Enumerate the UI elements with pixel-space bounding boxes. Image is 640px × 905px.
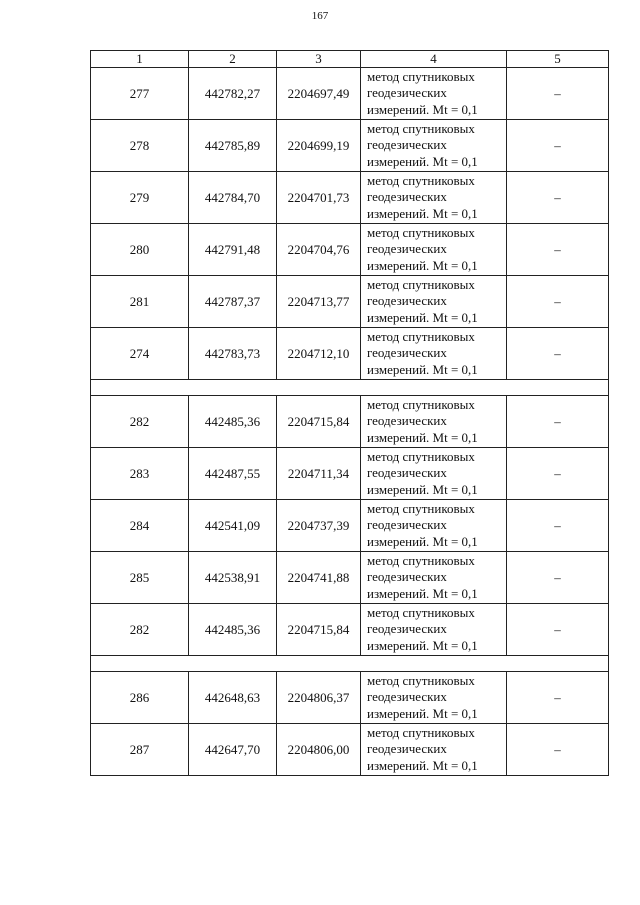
method-line: метод спутниковых	[367, 396, 475, 412]
x-coordinate-cell: 442783,73	[189, 328, 277, 380]
method-line: измерений. Mt = 0,1	[367, 637, 478, 653]
y-coordinate-cell: 2204806,37	[277, 672, 361, 724]
header-col-5: 5	[507, 51, 609, 68]
method-line: измерений. Mt = 0,1	[367, 153, 478, 169]
method-cell	[361, 724, 507, 776]
y-coordinate-cell: 2204715,84	[277, 604, 361, 656]
table-row	[91, 276, 609, 328]
table-row	[91, 724, 609, 776]
method-cell	[361, 448, 507, 500]
method-line: геодезических	[367, 689, 447, 705]
method-line: геодезических	[367, 517, 447, 533]
method-line: измерений. Mt = 0,1	[367, 705, 478, 721]
method-cell	[361, 604, 507, 656]
method-line: измерений. Mt = 0,1	[367, 257, 478, 273]
method-cell	[361, 172, 507, 224]
method-line: метод спутниковых	[367, 724, 475, 740]
method-line: измерений. Mt = 0,1	[367, 205, 478, 221]
x-coordinate-cell: 442487,55	[189, 448, 277, 500]
note-cell: –	[507, 552, 609, 604]
method-cell	[361, 68, 507, 120]
group-separator-cell	[91, 380, 609, 396]
method-line: измерений. Mt = 0,1	[367, 101, 478, 117]
table-row	[91, 396, 609, 448]
point-number-cell: 274	[91, 328, 189, 380]
note-cell: –	[507, 500, 609, 552]
method-line: геодезических	[367, 569, 447, 585]
method-line: измерений. Mt = 0,1	[367, 361, 478, 377]
point-number-cell: 283	[91, 448, 189, 500]
note-cell: –	[507, 120, 609, 172]
x-coordinate-cell: 442538,91	[189, 552, 277, 604]
table-row	[91, 172, 609, 224]
group-separator-row	[91, 380, 609, 396]
x-coordinate-cell: 442485,36	[189, 604, 277, 656]
table-row	[91, 224, 609, 276]
table-row	[91, 604, 609, 656]
method-line: измерений. Mt = 0,1	[367, 481, 478, 497]
point-number-cell: 282	[91, 396, 189, 448]
y-coordinate-cell: 2204711,34	[277, 448, 361, 500]
y-coordinate-cell: 2204737,39	[277, 500, 361, 552]
method-line: метод спутниковых	[367, 500, 475, 516]
method-line: измерений. Mt = 0,1	[367, 757, 478, 773]
method-line: геодезических	[367, 293, 447, 309]
coordinates-table	[90, 50, 609, 776]
method-line: измерений. Mt = 0,1	[367, 429, 478, 445]
method-line: метод спутниковых	[367, 172, 475, 188]
y-coordinate-cell: 2204697,49	[277, 68, 361, 120]
point-number-cell: 287	[91, 724, 189, 776]
x-coordinate-cell: 442791,48	[189, 224, 277, 276]
note-cell: –	[507, 276, 609, 328]
method-line: геодезических	[367, 413, 447, 429]
note-cell: –	[507, 604, 609, 656]
x-coordinate-cell: 442648,63	[189, 672, 277, 724]
method-cell	[361, 328, 507, 380]
y-coordinate-cell: 2204713,77	[277, 276, 361, 328]
y-coordinate-cell: 2204701,73	[277, 172, 361, 224]
method-line: геодезических	[367, 189, 447, 205]
header-col-3: 3	[277, 51, 361, 68]
method-line: метод спутниковых	[367, 120, 475, 136]
x-coordinate-cell: 442647,70	[189, 724, 277, 776]
method-line: измерений. Mt = 0,1	[367, 309, 478, 325]
x-coordinate-cell: 442782,27	[189, 68, 277, 120]
method-line: измерений. Mt = 0,1	[367, 585, 478, 601]
method-line: метод спутниковых	[367, 276, 475, 292]
method-line: геодезических	[367, 621, 447, 637]
header-col-4: 4	[361, 51, 507, 68]
table-row	[91, 120, 609, 172]
method-line: метод спутниковых	[367, 552, 475, 568]
x-coordinate-cell: 442785,89	[189, 120, 277, 172]
point-number-cell: 286	[91, 672, 189, 724]
method-cell	[361, 552, 507, 604]
table-row	[91, 448, 609, 500]
method-line: геодезических	[367, 465, 447, 481]
method-line: метод спутниковых	[367, 672, 475, 688]
table-row	[91, 68, 609, 120]
method-cell	[361, 672, 507, 724]
note-cell: –	[507, 672, 609, 724]
table-row	[91, 672, 609, 724]
method-line: метод спутниковых	[367, 328, 475, 344]
point-number-cell: 282	[91, 604, 189, 656]
header-col-1: 1	[91, 51, 189, 68]
method-line: метод спутниковых	[367, 604, 475, 620]
page-number: 167	[311, 10, 329, 22]
y-coordinate-cell: 2204704,76	[277, 224, 361, 276]
table-body	[91, 68, 609, 776]
y-coordinate-cell: 2204715,84	[277, 396, 361, 448]
note-cell: –	[507, 224, 609, 276]
point-number-cell: 285	[91, 552, 189, 604]
method-line: геодезических	[367, 241, 447, 257]
point-number-cell: 281	[91, 276, 189, 328]
note-cell: –	[507, 448, 609, 500]
table-row	[91, 328, 609, 380]
x-coordinate-cell: 442784,70	[189, 172, 277, 224]
point-number-cell: 279	[91, 172, 189, 224]
table-header-row	[91, 51, 609, 68]
table-row	[91, 552, 609, 604]
x-coordinate-cell: 442485,36	[189, 396, 277, 448]
note-cell: –	[507, 396, 609, 448]
point-number-cell: 278	[91, 120, 189, 172]
y-coordinate-cell: 2204806,00	[277, 724, 361, 776]
note-cell: –	[507, 172, 609, 224]
note-cell: –	[507, 328, 609, 380]
method-line: геодезических	[367, 137, 447, 153]
method-line: геодезических	[367, 741, 447, 757]
method-line: метод спутниковых	[367, 448, 475, 464]
method-cell	[361, 224, 507, 276]
y-coordinate-cell: 2204699,19	[277, 120, 361, 172]
point-number-cell: 284	[91, 500, 189, 552]
point-number-cell: 280	[91, 224, 189, 276]
method-cell	[361, 500, 507, 552]
group-separator-row	[91, 656, 609, 672]
note-cell: –	[507, 68, 609, 120]
point-number-cell: 277	[91, 68, 189, 120]
group-separator-cell	[91, 656, 609, 672]
method-cell	[361, 396, 507, 448]
method-line: геодезических	[367, 345, 447, 361]
table-row	[91, 500, 609, 552]
y-coordinate-cell: 2204741,88	[277, 552, 361, 604]
method-line: метод спутниковых	[367, 68, 475, 84]
note-cell: –	[507, 724, 609, 776]
x-coordinate-cell: 442541,09	[189, 500, 277, 552]
method-line: измерений. Mt = 0,1	[367, 533, 478, 549]
header-col-2: 2	[189, 51, 277, 68]
x-coordinate-cell: 442787,37	[189, 276, 277, 328]
method-cell	[361, 276, 507, 328]
method-cell	[361, 120, 507, 172]
method-line: геодезических	[367, 85, 447, 101]
method-line: метод спутниковых	[367, 224, 475, 240]
y-coordinate-cell: 2204712,10	[277, 328, 361, 380]
